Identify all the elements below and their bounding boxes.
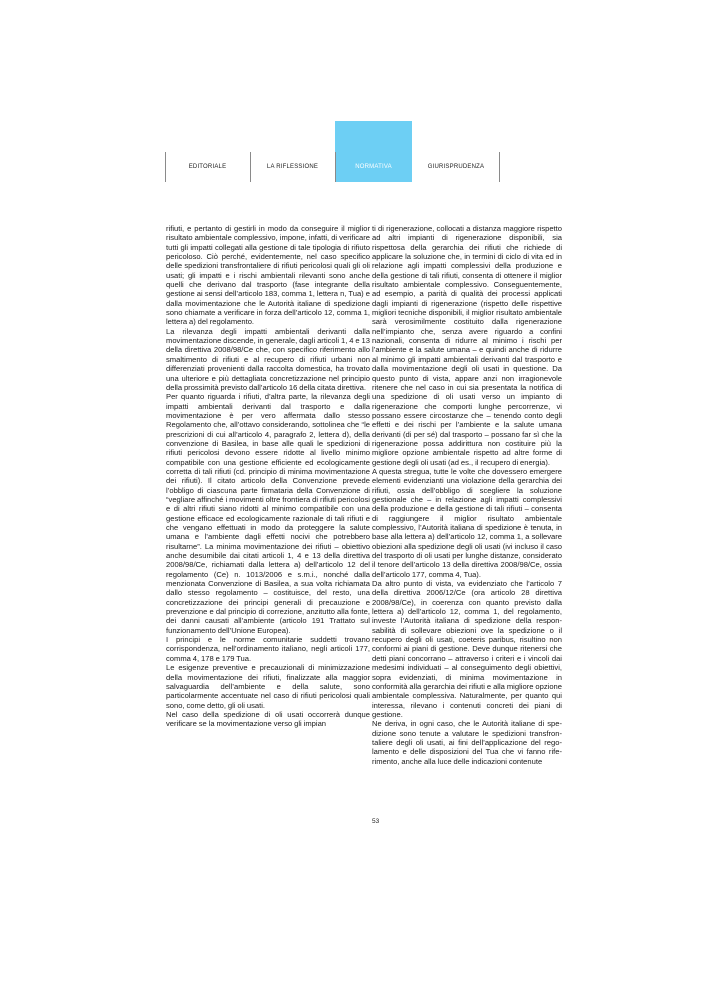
section-nav <box>165 152 500 182</box>
paragraph: La rilevanza degli impatti ambientali derivanti dalla movimentazione discende, in generale, dagli articoli 1, 4 e 13 della direttiva 2008/98/Ce che, con specifico riferimento allo smaltimento di rifiuti e al recupero di rifiuti urbani non differenziati provenienti dalla raccolta domestica, ha trovato una ulteriore e più dettagliata concretizzazione nel principio della prossimità previsto dall’articolo 16 della citata direttiva. <box>166 326 370 392</box>
tab-giurisprudenza[interactable] <box>412 152 500 182</box>
paragraph: Le esigenze preventive e precauzionali di minimizzazione della movimentazione dei rifiuti, finalizzate alla maggior salvaguardia dell’ambiente e della salute, sono particolarmente accentuate nel caso di rifiuti pericolosi quali sono, come detto, gli oli usati. <box>166 663 370 710</box>
paragraph: rifiuti, e pertanto di gestirli in modo da conseguire il miglior risultato ambientale complessivo, impone, infatti, di verificare tutti gli impatti collegati alla gestione di tale tipologia di rifiuto pericoloso. Ciò perché, evidentemente, nel caso specifico delle spedizioni transfrontaliere di rifiuti pericolosi quali gli oli usati; gli impatti e i rischi ambientali rilevanti sono anche quelli che derivano dal trasporto (fase integrante della gestione ai sensi dell’articolo 183, comma 1, lettera n, Tua) e dalla movimentazione che le Autorità italiane di spedizione sono chiamate a verificare in forza dell’articolo 12, comma 1, lettera a) del regolamento. <box>166 224 370 327</box>
tab-label: EDITORIALE <box>188 164 227 170</box>
tab-label: LA RIFLESSIONE <box>266 164 319 170</box>
paragraph: Da altro punto di vista, va evidenziato che l’articolo 7 della direttiva 2006/12/Ce (ora articolo 28 direttiva 2008/98/Ce), in coerenza con quanto previsto dalla lettera a) dell’articolo 12, comma 1, del regolamento, investe l’Autorità italiana di spedizione della responsabilità di sollevare obiezioni ove la spedizione o il recupero degli oli usati, coeteris paribus, risultino non conformi ai piani di gestione. Deve dunque ritenersi che detti piani concorrano – attraverso i criteri e i vincoli dai medesimi individuati – al conseguimento degli obiettivi, sopra evidenziati, di minima movimentazione in conformità alla gerarchia dei rifiuti e alla migliore opzione ambientale complessiva. Naturalmente, per quanto qui interessa, rilevano i contenuti concreti dei piani di gestione. <box>372 579 562 719</box>
nav-divider <box>499 152 500 182</box>
left-text-column <box>166 224 370 729</box>
right-text-column <box>372 224 562 766</box>
tab-la-riflessione[interactable] <box>250 152 335 182</box>
tab-normativa[interactable] <box>335 152 412 182</box>
page-number: 53 <box>372 818 380 825</box>
paragraph: Ne deriva, in ogni caso, che le Autorità italiane di spedizione sono tenute a valutare le spedizioni transfrontaliere degli oli usati, ai fini dell’applicazione del regolamento e delle disposizioni del Tua che vi fanno riferimento, anche alla luce delle indicazioni contenute <box>372 719 562 766</box>
tab-editoriale[interactable] <box>165 152 250 182</box>
tab-label: GIURISPRUDENZA <box>427 164 485 170</box>
paragraph: Per quanto riguarda i rifiuti, d’altra parte, la rilevanza degli impatti ambientali derivanti dal trasporto e dalla movimentazione è per vero affermata dallo stesso Regolamento che, all’ottavo considerando, sottolinea che “le prescrizioni di cui all’articolo 4, paragrafo 2, lettera d), della convenzione di Basilea, in base alle quali le spedizioni di rifiuti pericolosi devono essere ridotte al livello minimo compatibile con una gestione efficiente ed ecologicamente corretta di tali rifiuti (cd. principio di minima movimentazione dei rifiuti). Il citato articolo della Convenzione prevede l’obbligo di ciascuna parte firmataria della Convenzione di “vegliare affinché i movimenti oltre frontiera di rifiuti pericolosi e di altri rifiuti siano ridotti al minimo compatibile con una gestione efficace ed ecologicamente razionale di tali rifiuti e che vengano effettuati in modo da proteggere la salute umana e l’ambiente dagli effetti nocivi che potrebbero risultarne”. La minima movimentazione dei rifiuti – obiettivo anche desumibile dai citati articoli 1, 4 e 13 della direttiva 2008/98/Ce, richiamati dalla lettera a) dell’articolo 12 del regolamento (Ce) n. 1013/2006 e s.m.i., nonché dalla menzionata Convenzione di Basilea, a sua volta richiamata dallo stesso regolamento – costituisce, del resto, una concretizzazione dei principi generali di precauzione e prevenzione e dal principio di correzione, anzitutto alla fonte, dei danni causati all’ambiente (articolo 191 Trattato sul funzionamento dell’Unione Europea). <box>166 392 370 635</box>
paragraph: A questa stregua, tutte le volte che dovessero emergere elementi evidenzianti una violazione della gerarchia dei rifiuti, ossia dell’obbligo di scegliere la soluzione gestionale che – in relazione agli impatti complessivi della produzione e della gestione di tali rifiuti – consenta di raggiungere il miglior risultato ambientale complessivo, l’Autorità italiana di spedizione è tenuta, in base alla lettera a) dell’articolo 12, comma 1, a sollevare obiezioni alla spedizione degli oli usati (ivi incluso il caso del trasporto di oli usati per lunghe distanze, considerato il tenore dell’articolo 13 della direttiva 2008/98/Ce, ossia dell’articolo 177, comma 4, Tua). <box>372 466 562 579</box>
paragraph: Nel caso della spedizione di oli usati occorrerà dunque verificare se la movimentazione verso gli impian <box>166 709 370 729</box>
paragraph: I principi e le norme comunitarie suddetti trovano corrispondenza, nell’ordinamento italiano, negli articoli 177, comma 4, 178 e 179 Tua. <box>166 635 370 663</box>
tab-label: NORMATIVA <box>355 164 392 170</box>
paragraph: ti di rigenerazione, collocati a distanza maggiore rispetto ad altri impianti di rigenerazione disponibili, sia rispettosa della gerarchia dei rifiuti che richiede di applicare la soluzione che, in termini di ciclo di vita ed in relazione agli impatti complessivi della produzione e della gestione di tali rifiuti, consenta di ottenere il miglior risultato ambientale complessivo. Conseguentemente, ad esempio, a parità di qualità dei processi applicati dagli impianti di rigenerazione (rispetto delle rispettive migliori tecniche disponibili, il miglior risultato ambientale sarà verosimilmente costituito dalla rigenerazione nell’impianto che, senza avere riguardo a confini nazionali, consenta di ridurre al minimo i rischi per l’ambiente e la salute umana – e quindi anche di ridurre al minimo gli impatti ambientali derivanti dal trasporto e dalla movimentazione degli oli usati in questione. Da questo punto di vista, appare anzi non irragionevole ritenere che nel caso in cui sia presentata la notifica di una spedizione di oli usati verso un impianto di rigenerazione che comporti lunghe percorrenze, vi possano essere circostanze che – tenendo conto degli effetti e dei rischi per l’ambiente e la salute umana derivanti (di per sé) dal trasporto – possano far sì che la rigenerazione possa addirittura non costituire più la migliore opzione ambientale rispetto ad altre forme di gestione degli oli usati (ad es., il recupero di energia). <box>372 224 562 467</box>
